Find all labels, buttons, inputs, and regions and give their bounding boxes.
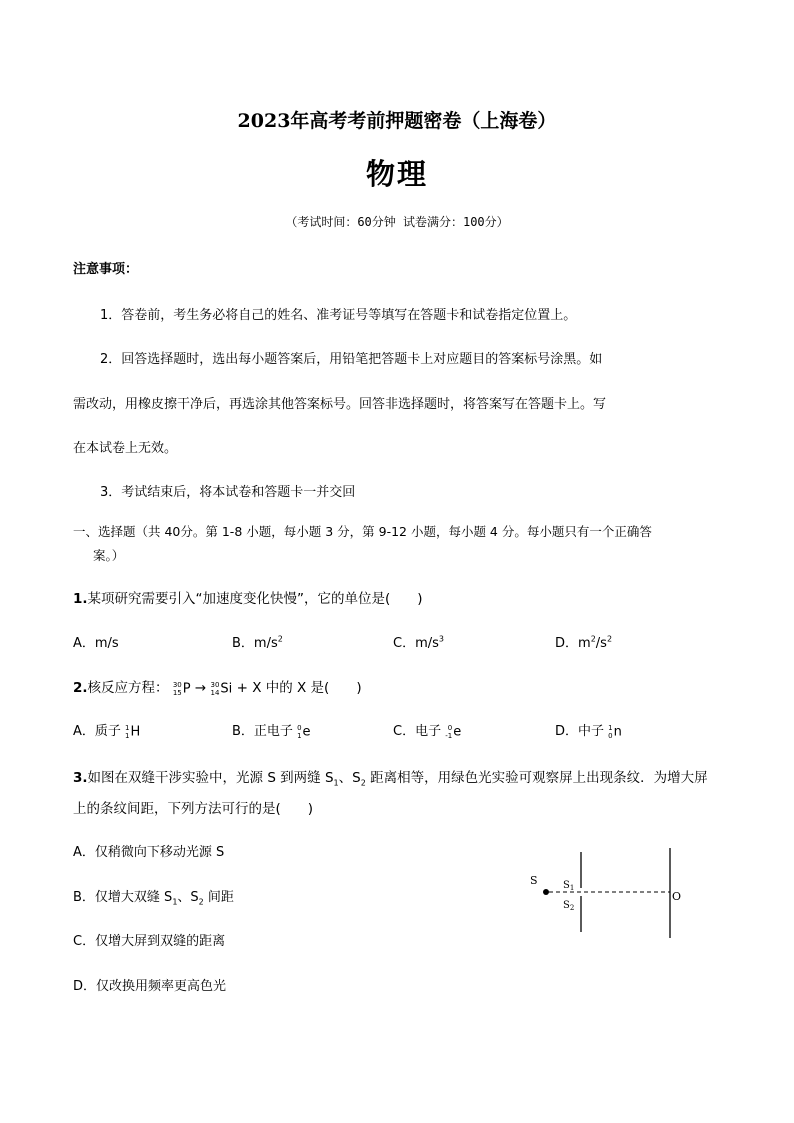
question-1-option-c: C．$m/s^3$: [393, 634, 444, 651]
question-3-option-b: B．仅增大双缝 $S_1$、$S_2$ 间距: [73, 890, 234, 907]
section-1-heading-line-2: 案。）: [93, 548, 125, 563]
nuclide-phosphorus: 30 15P: [172, 680, 191, 697]
question-2-option-c: C．电子 0 -1e: [393, 723, 462, 740]
question-2-option-b: B．正电子 0 1e: [232, 723, 311, 740]
question-2-option-a: A．质子 1 1H: [73, 723, 141, 740]
notice-item-2-line-3: 在本试卷上无效。: [73, 441, 178, 456]
question-3-stem-line-2: 上的条纹间距，下列方法可行的是( ): [73, 801, 314, 817]
question-1-text: 某项研究需要引入“加速度变化快慢”，它的单位是( ): [87, 591, 423, 607]
question-3-option-c: C．仅增大屏到双缝的距离: [73, 934, 226, 949]
question-3-number: 3.: [73, 770, 88, 786]
nuclide-silicon: 30 14Si: [210, 680, 233, 697]
question-3-option-d: D．仅改换用频率更高色光: [73, 979, 227, 994]
notice-item-1: 1．答卷前，考生务必将自己的姓名、准考证号等填写在答题卡和试卷指定位置上。: [100, 308, 577, 323]
question-3-option-a: A．仅稍微向下移动光源 S: [73, 845, 225, 860]
question-2-number: 2.: [73, 680, 88, 696]
notice-item-2-line-2: 需改动，用橡皮擦干净后，再选涂其他答案标号。回答非选择题时，将答案写在答题卡上。写: [73, 397, 607, 412]
section-1-heading-line-1: 一、选择题（共 40分。第 1-8 小题，每小题 3 分，第 9-12 小题，每小题 4 分。每小题只有一个正确答: [73, 524, 652, 539]
question-2-option-d: D．中子 1 0n: [555, 723, 622, 740]
label-s2: $S_2$: [563, 900, 575, 912]
question-2-stem: 2.核反应方程： 30 15P → 30 14Si + X 中的 X 是( ): [73, 680, 362, 697]
exam-info: （考试时间：60分钟 试卷满分：100分）: [285, 215, 509, 229]
notice-heading: 注意事项：: [73, 262, 139, 277]
question-1-option-d: D．$m^2/s^2$: [555, 634, 613, 651]
question-1-stem: [73, 587, 423, 607]
question-1-option-a: A．m/s: [73, 636, 119, 651]
notice-item-2-line-1: 2．回答选择题时，选出每小题答案后，用铅笔把答题卡上对应题目的答案标号涂黑。如: [100, 352, 603, 367]
label-s: S: [530, 874, 538, 887]
notice-item-3: 3．考试结束后，将本试卷和答题卡一并交回: [100, 485, 356, 500]
question-1-option-b: B．$m/s^2$: [232, 634, 283, 651]
label-s1: $S_1$: [563, 880, 575, 892]
exam-title: 2023年高考考前押题密卷（上海卷）: [237, 110, 557, 132]
question-3-stem-line-1: 3.如图在双缝干涉实验中，光源 S 到两缝 $S_1$、$S_2$ 距离相等，用绿色光实验可观察屏上出现条纹．为增大屏: [73, 770, 708, 788]
subject-title: 物理: [365, 157, 428, 191]
light-source-dot: [543, 889, 549, 895]
double-slit-diagram: [520, 842, 700, 942]
question-1-number: 1.: [73, 591, 88, 607]
label-o: O: [672, 890, 682, 903]
